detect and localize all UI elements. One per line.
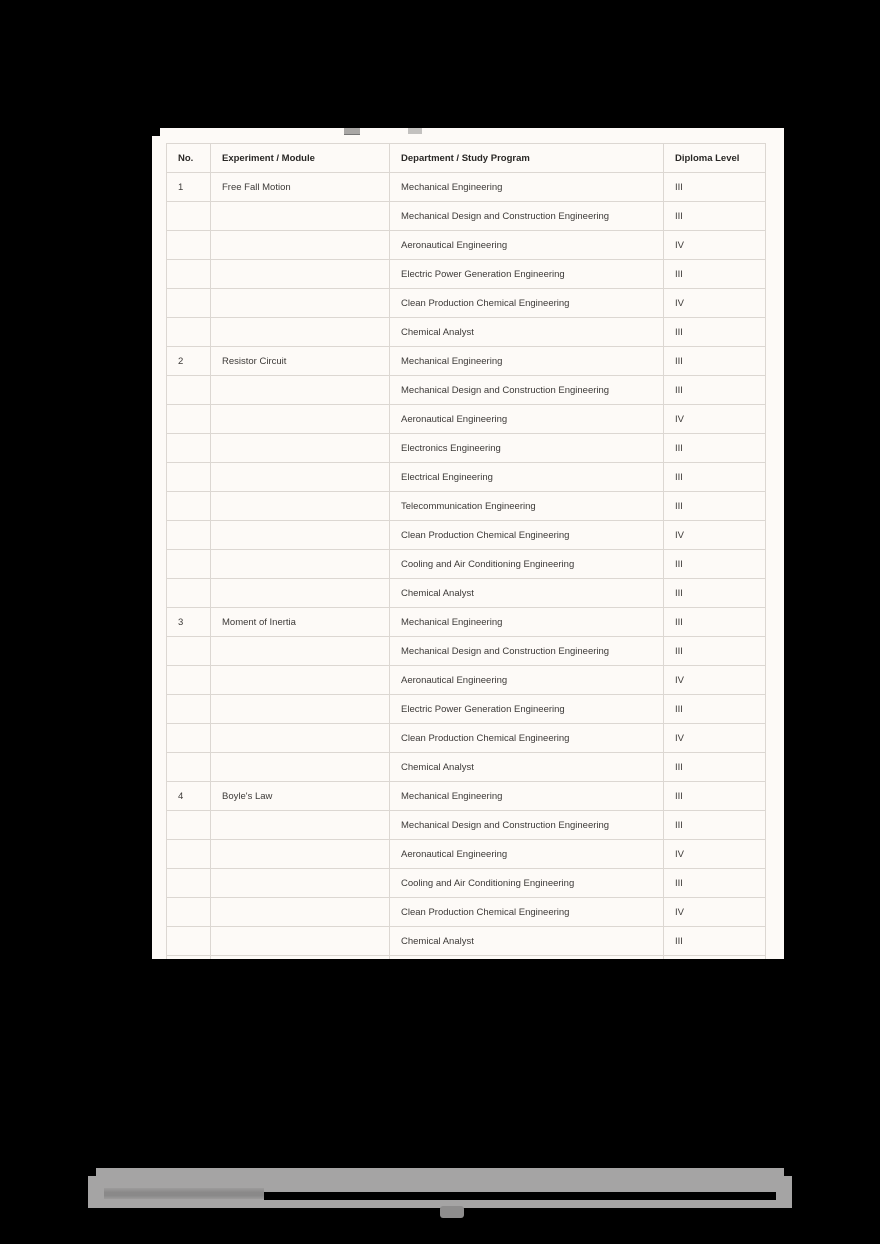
- cell-department: Electric Power Generation Engineering: [390, 695, 664, 724]
- cell-department: Chemical Analyst: [390, 753, 664, 782]
- cell-no: [167, 666, 211, 695]
- cell-no: [167, 463, 211, 492]
- cell-no: [167, 550, 211, 579]
- cell-no: [167, 695, 211, 724]
- cell-level: III: [664, 579, 766, 608]
- table-row: [167, 579, 766, 608]
- cell-level: IV: [664, 231, 766, 260]
- table-row: [167, 289, 766, 318]
- cell-department: Mechanical Design and Construction Engineering: [390, 202, 664, 231]
- cell-level: IV: [664, 898, 766, 927]
- cell-level: III: [664, 927, 766, 956]
- table-row: [167, 550, 766, 579]
- cell-level: III: [664, 550, 766, 579]
- table-row: [167, 173, 766, 202]
- cell-level: III: [664, 695, 766, 724]
- cell-no: [167, 434, 211, 463]
- cell-level: III: [664, 318, 766, 347]
- cell-level: IV: [664, 724, 766, 753]
- cell-module: [211, 434, 390, 463]
- cell-no: [167, 840, 211, 869]
- cell-module: [211, 898, 390, 927]
- cell-level: III: [664, 753, 766, 782]
- cell-level: III: [664, 434, 766, 463]
- cell-department: Clean Production Chemical Engineering: [390, 521, 664, 550]
- header-department: Department / Study Program: [390, 144, 664, 173]
- cell-department: Aeronautical Engineering: [390, 840, 664, 869]
- header-no: No.: [167, 144, 211, 173]
- cell-department: Chemical Analyst: [390, 318, 664, 347]
- cell-no: [167, 260, 211, 289]
- cell-department: Telecommunication Engineering: [390, 492, 664, 521]
- cell-level: III: [664, 869, 766, 898]
- cell-no: [167, 202, 211, 231]
- cell-department: Mechanical Design and Construction Engineering: [390, 376, 664, 405]
- cell-department: Clean Production Chemical Engineering: [390, 724, 664, 753]
- cell-module: [211, 666, 390, 695]
- table-row: [167, 927, 766, 956]
- cell-level: IV: [664, 521, 766, 550]
- cell-department: Electrical Engineering: [390, 463, 664, 492]
- cell-module: [211, 811, 390, 840]
- cell-module: Free Fall Motion: [211, 173, 390, 202]
- cell-module: [211, 840, 390, 869]
- cell-module: [211, 869, 390, 898]
- cell-level: III: [664, 608, 766, 637]
- table-row: [167, 753, 766, 782]
- cell-department: Clean Production Chemical Engineering: [390, 898, 664, 927]
- cell-department: Electric Power Generation Engineering: [390, 260, 664, 289]
- cell-module: [211, 289, 390, 318]
- cell-no: [167, 637, 211, 666]
- cell-module: [211, 405, 390, 434]
- table-row: [167, 840, 766, 869]
- cell-no: [167, 927, 211, 956]
- document-page: [152, 136, 784, 959]
- cell-no: [167, 811, 211, 840]
- cell-module: [211, 376, 390, 405]
- cell-department: [390, 956, 664, 960]
- cell-no: 2: [167, 347, 211, 376]
- header-mark-underline: [344, 134, 360, 135]
- cell-department: Mechanical Design and Construction Engineering: [390, 637, 664, 666]
- cell-no: [167, 405, 211, 434]
- cell-level: III: [664, 173, 766, 202]
- header-module: Experiment / Module: [211, 144, 390, 173]
- cell-level: IV: [664, 840, 766, 869]
- cell-level: III: [664, 376, 766, 405]
- table-row: [167, 695, 766, 724]
- cell-department: Aeronautical Engineering: [390, 666, 664, 695]
- cell-level: III: [664, 347, 766, 376]
- cell-module: [211, 579, 390, 608]
- cell-module: [211, 260, 390, 289]
- cell-no: [167, 521, 211, 550]
- table-row: [167, 869, 766, 898]
- table-row: [167, 463, 766, 492]
- table-row: [167, 724, 766, 753]
- cell-level: III: [664, 492, 766, 521]
- cell-level: [664, 956, 766, 960]
- experiment-table: [166, 143, 766, 959]
- cell-department: Mechanical Engineering: [390, 608, 664, 637]
- cell-department: Mechanical Engineering: [390, 173, 664, 202]
- table-row: [167, 608, 766, 637]
- cell-department: Mechanical Engineering: [390, 347, 664, 376]
- cell-module: Resistor Circuit: [211, 347, 390, 376]
- table-row: [167, 956, 766, 960]
- cell-department: Mechanical Design and Construction Engineering: [390, 811, 664, 840]
- cell-level: III: [664, 260, 766, 289]
- table-row: [167, 637, 766, 666]
- cell-module: [211, 637, 390, 666]
- cell-no: [167, 724, 211, 753]
- cell-level: IV: [664, 666, 766, 695]
- cell-no: [167, 318, 211, 347]
- cell-level: III: [664, 811, 766, 840]
- cell-level: III: [664, 637, 766, 666]
- cell-module: [211, 463, 390, 492]
- footer-strip: [264, 1192, 776, 1200]
- cell-module: [211, 202, 390, 231]
- table-row: [167, 347, 766, 376]
- cell-module: [211, 492, 390, 521]
- cell-module: Moment of Inertia: [211, 608, 390, 637]
- table-row: [167, 666, 766, 695]
- header-mark-right: [408, 128, 422, 134]
- table-row: [167, 318, 766, 347]
- cell-module: [211, 521, 390, 550]
- cell-no: 3: [167, 608, 211, 637]
- table-row: [167, 811, 766, 840]
- cell-department: Cooling and Air Conditioning Engineering: [390, 550, 664, 579]
- cell-department: Aeronautical Engineering: [390, 405, 664, 434]
- cell-department: Mechanical Engineering: [390, 782, 664, 811]
- cell-department: Electronics Engineering: [390, 434, 664, 463]
- table-row: [167, 782, 766, 811]
- cell-department: Clean Production Chemical Engineering: [390, 289, 664, 318]
- cell-module: [211, 550, 390, 579]
- cell-module: [211, 695, 390, 724]
- cell-no: 1: [167, 173, 211, 202]
- cell-no: [167, 898, 211, 927]
- cell-module: [211, 956, 390, 960]
- header-level: Diploma Level: [664, 144, 766, 173]
- cell-department: Chemical Analyst: [390, 579, 664, 608]
- cell-no: [167, 753, 211, 782]
- table-header-row: [167, 144, 766, 173]
- cell-module: [211, 231, 390, 260]
- cell-no: [167, 579, 211, 608]
- cell-department: Chemical Analyst: [390, 927, 664, 956]
- table-row: [167, 898, 766, 927]
- table-row: [167, 405, 766, 434]
- cell-level: III: [664, 782, 766, 811]
- cell-department: Cooling and Air Conditioning Engineering: [390, 869, 664, 898]
- cell-no: [167, 376, 211, 405]
- table-body: [167, 173, 766, 960]
- cell-module: [211, 753, 390, 782]
- cell-department: Aeronautical Engineering: [390, 231, 664, 260]
- footer-blurred-text: [104, 1188, 264, 1199]
- table-row: [167, 260, 766, 289]
- table-row: [167, 202, 766, 231]
- cell-no: [167, 289, 211, 318]
- table-row: [167, 434, 766, 463]
- cell-no: [167, 956, 211, 960]
- footer-page-number: [440, 1206, 464, 1218]
- cell-level: III: [664, 463, 766, 492]
- cell-module: [211, 724, 390, 753]
- cell-level: III: [664, 202, 766, 231]
- cell-no: 4: [167, 782, 211, 811]
- cell-level: IV: [664, 289, 766, 318]
- table-row: [167, 492, 766, 521]
- cell-no: [167, 869, 211, 898]
- cell-level: IV: [664, 405, 766, 434]
- table-row: [167, 521, 766, 550]
- cell-no: [167, 492, 211, 521]
- footer-bar: [88, 1176, 792, 1208]
- cell-module: [211, 927, 390, 956]
- table-row: [167, 231, 766, 260]
- cell-module: Boyle's Law: [211, 782, 390, 811]
- table-row: [167, 376, 766, 405]
- cell-no: [167, 231, 211, 260]
- cell-module: [211, 318, 390, 347]
